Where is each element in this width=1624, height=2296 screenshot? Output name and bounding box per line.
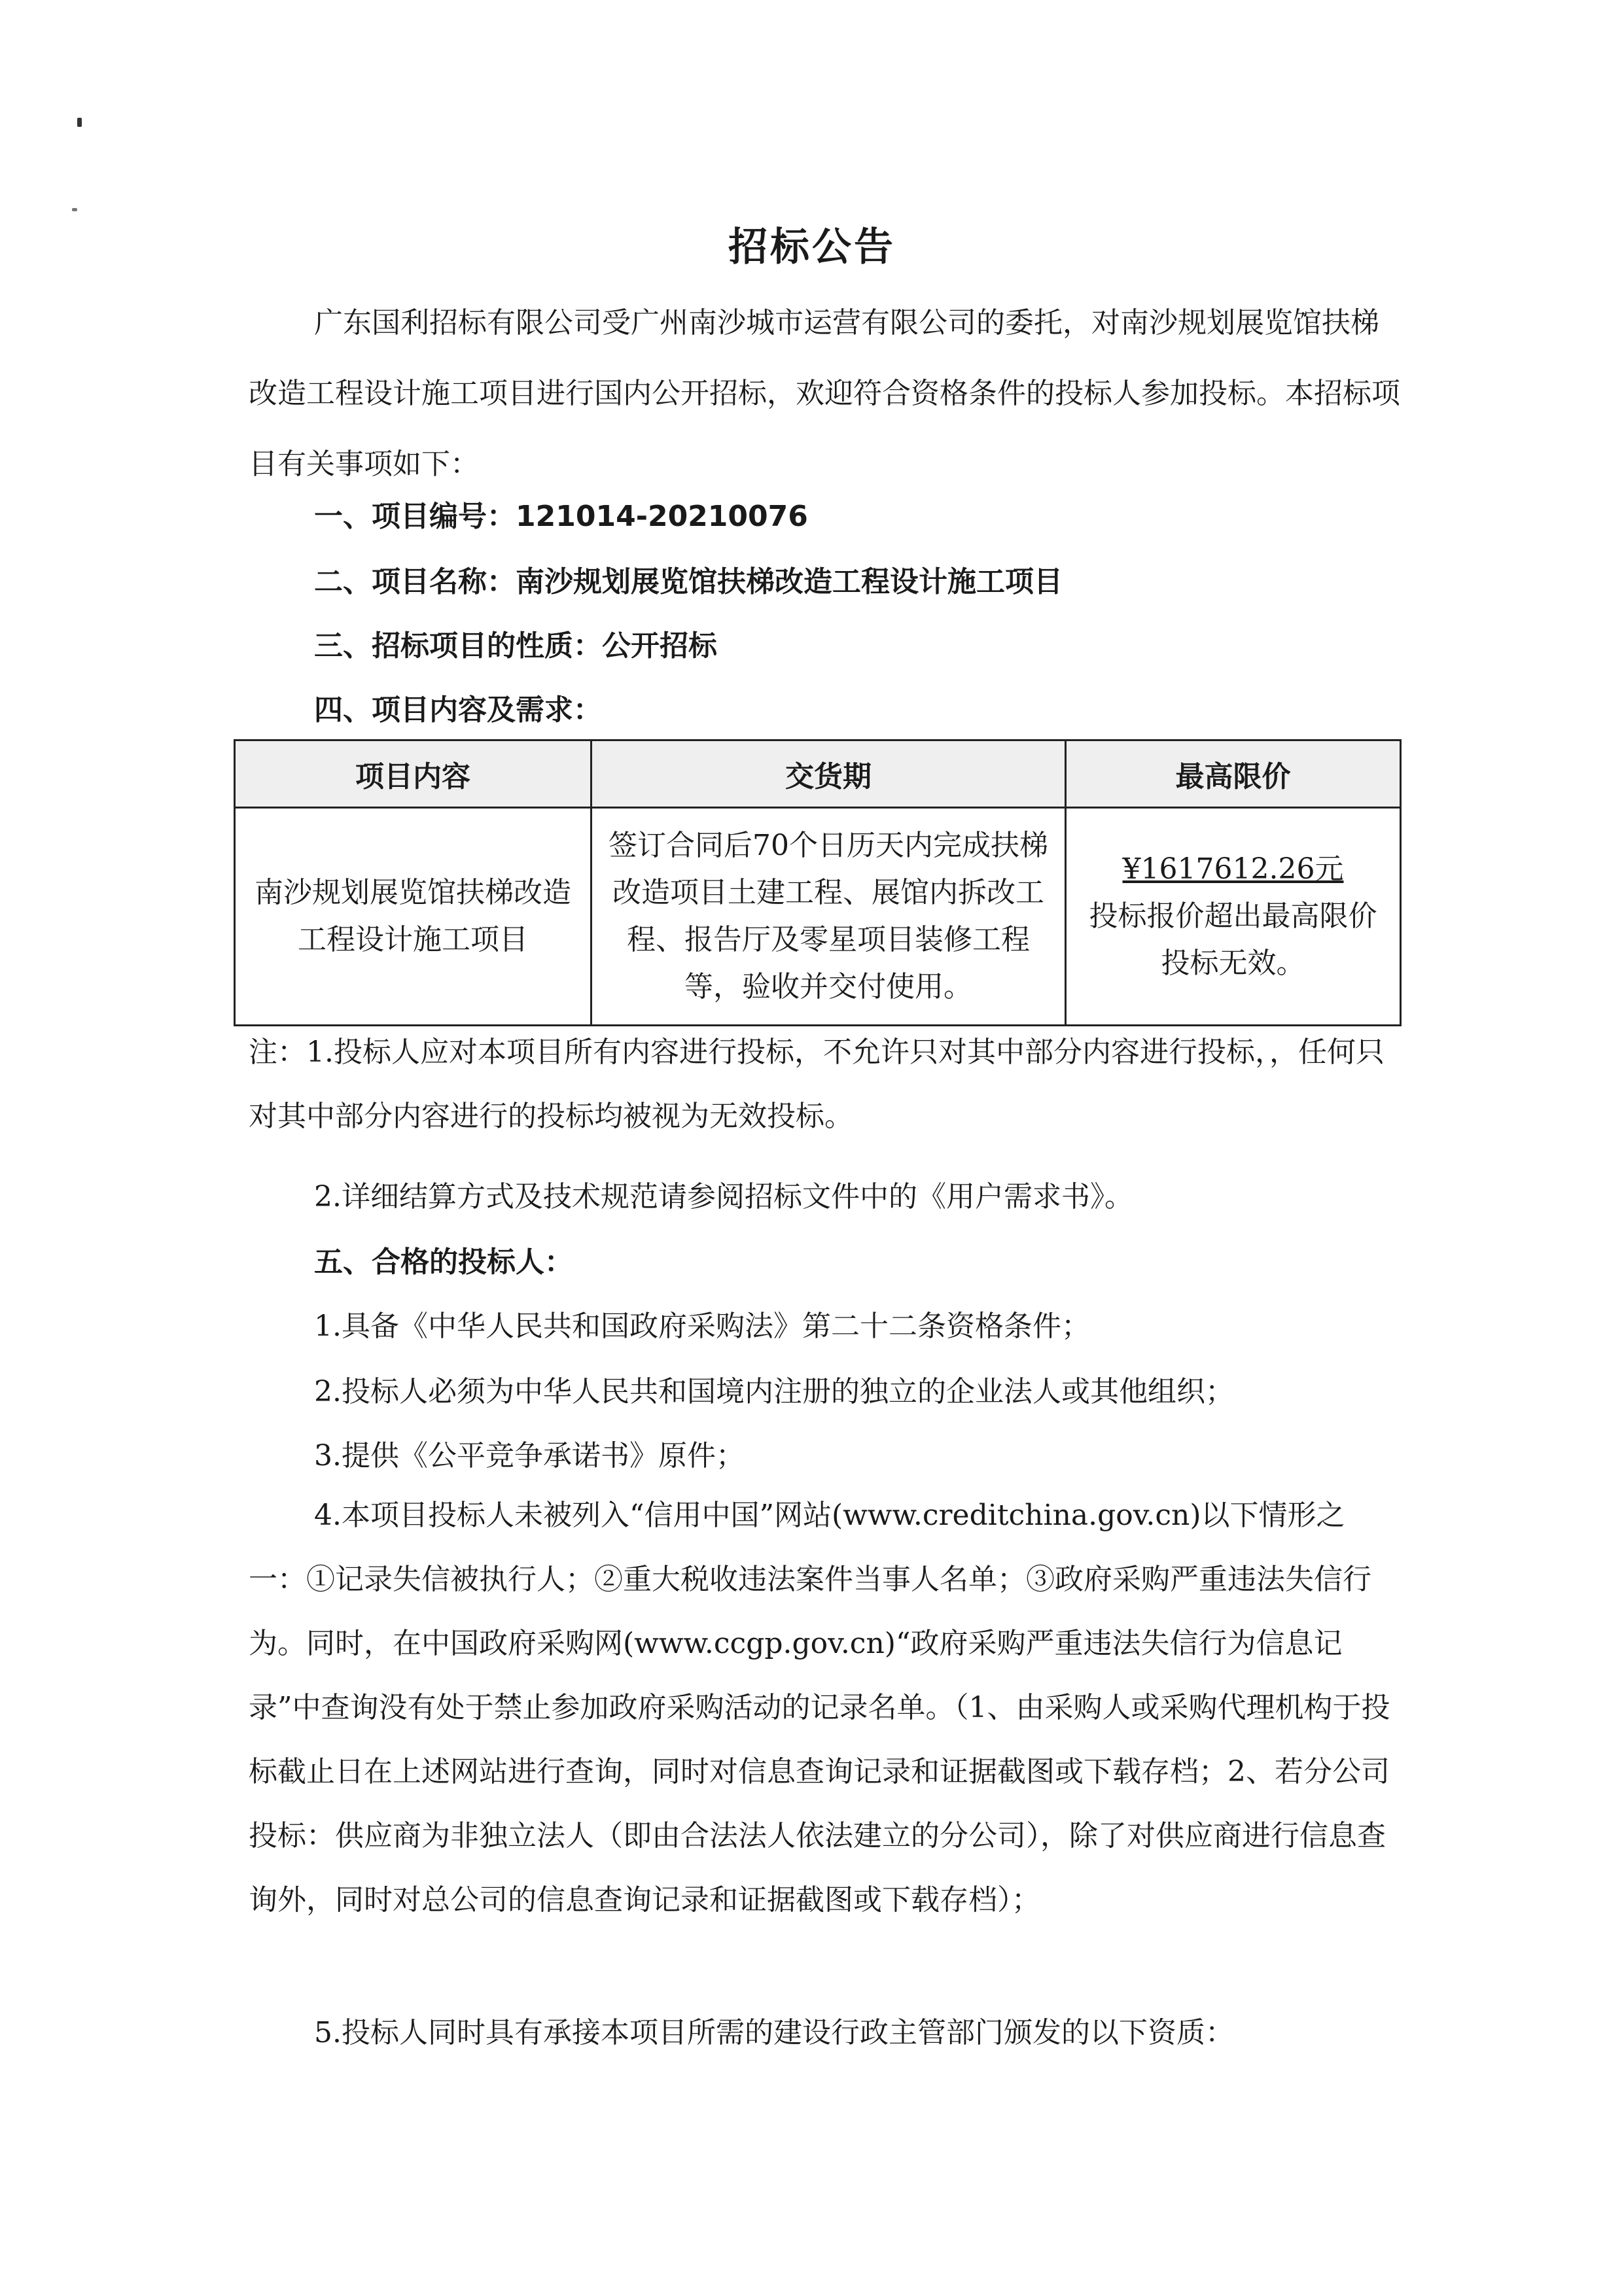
- header-project-content: 项目内容: [235, 740, 591, 808]
- qualification-3: 3.提供《公平竞争承诺书》原件；: [314, 1439, 745, 1472]
- cell-max-price: [1066, 808, 1401, 1026]
- qualification-5: 5.投标人同时具有承接本项目所需的建设行政主管部门颁发的以下资质：: [314, 2016, 1234, 2049]
- project-name: 二、项目名称：南沙规划展览馆扶梯改造工程设计施工项目: [314, 565, 1063, 599]
- scan-speck: [77, 118, 82, 127]
- max-price-note: 投标报价超出最高限价投标无效。: [1089, 899, 1377, 980]
- cell-delivery: 签订合同后70个日历天内完成扶梯改造项目土建工程、展馆内拆改工程、报告厅及零星项目装修工程等，验收并交付使用。: [591, 808, 1066, 1026]
- intro-paragraph: 广东国利招标有限公司受广州南沙城市运营有限公司的委托，对南沙规划展览馆扶梯改造工程设计施工项目进行国内公开招标，欢迎符合资格条件的投标人参加投标。本招标项目有关事项如下：: [249, 306, 1400, 481]
- tender-nature: 三、招标项目的性质：公开招标: [314, 629, 717, 663]
- cell-project-content: 南沙规划展览馆扶梯改造工程设计施工项目: [235, 808, 591, 1026]
- header-max-price: 最高限价: [1066, 740, 1401, 808]
- note-1: 注：1.投标人应对本项目所有内容进行投标，不允许只对其中部分内容进行投标，，任何只对其中部分内容进行的投标均被视为无效投标。: [249, 1035, 1385, 1133]
- page-title: 招标公告: [728, 224, 896, 270]
- qualification-4: 4.本项目投标人未被列入“信用中国”网站(www.creditchina.gov.cn)以下情形之一：①记录失信被执行人；②重大税收违法案件当事人名单；③政府采购严重违法失信行为。同时，在中国政府采购网(www.ccgp.gov.cn)“政府采购严重违法失信行为信息记录”中查询没有处于禁止参加政府采购活动的记录名单。（1、由采购人或采购代理机构于投标截止日在上述网站进行查询，同时对信息查询记录和证据截图或下载存档；2、若分公司投标：供应商为非独立法人（即由合法法人依法建立的分公司），除了对供应商进行信息查询外，同时对总公司的信息查询记录和证据截图或下载存档）；: [249, 1499, 1390, 1917]
- table-row: [235, 808, 1401, 1026]
- qualification-1: 1.具备《中华人民共和国政府采购法》第二十二条资格条件；: [314, 1310, 1090, 1343]
- project-content-heading: 四、项目内容及需求：: [314, 693, 602, 727]
- project-number: 一、项目编号：121014-20210076: [314, 500, 808, 533]
- qualified-bidder-heading: 五、合格的投标人：: [314, 1245, 573, 1279]
- max-price-value: ¥1617612.26元: [1122, 852, 1344, 886]
- requirements-table: [234, 739, 1402, 1026]
- qualification-2: 2.投标人必须为中华人民共和国境内注册的独立的企业法人或其他组织；: [314, 1375, 1234, 1408]
- scan-speck: [72, 208, 77, 211]
- note-2: 2.详细结算方式及技术规范请参阅招标文件中的《用户需求书》。: [314, 1180, 1133, 1213]
- table-header-row: [235, 740, 1401, 808]
- header-delivery: 交货期: [591, 740, 1066, 808]
